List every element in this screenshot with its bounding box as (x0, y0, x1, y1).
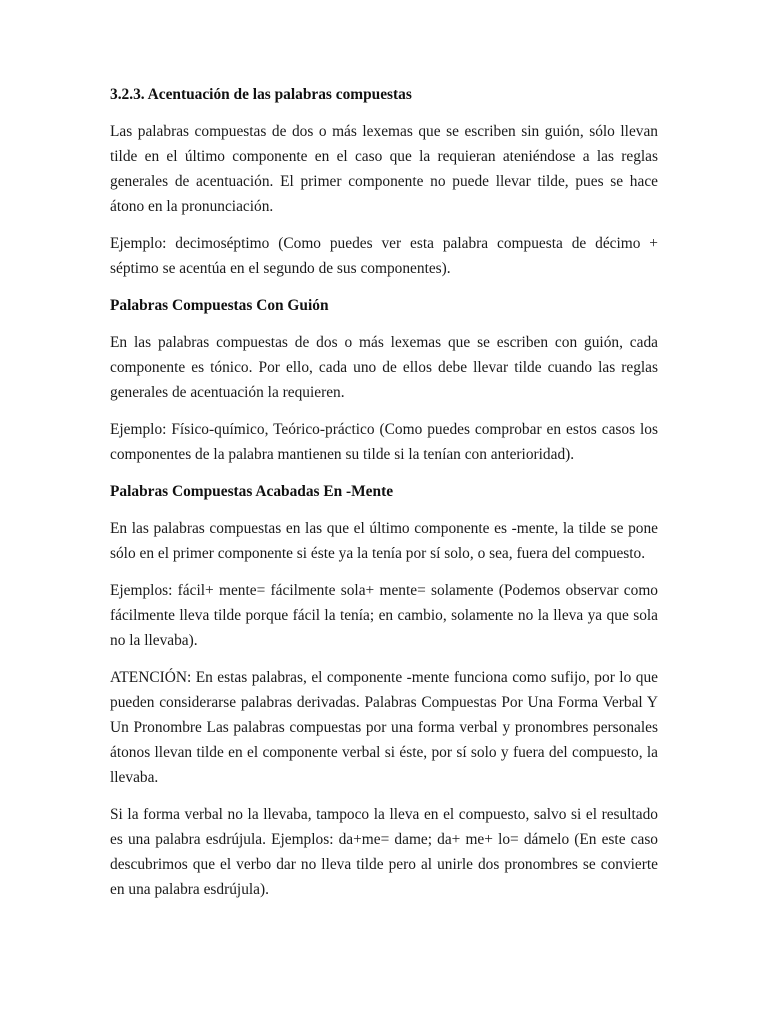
intro-example-paragraph: Ejemplo: decimoséptimo (Como puedes ver esta palabra compuesta de décimo + séptimo se acentúa en el segundo de sus componentes). (110, 235, 658, 277)
mente-heading: Palabras Compuestas Acabadas En -Mente (110, 483, 394, 500)
guion-example-paragraph: Ejemplo: Físico-químico, Teórico-práctico (Como puedes comprobar en estos casos los componentes de la palabra mantienen su tilde si la tenían con anterioridad). (110, 421, 658, 463)
document-page (110, 82, 658, 914)
intro-paragraph: Las palabras compuestas de dos o más lexemas que se escriben sin guión, sólo llevan tilde en el último componente en el caso que la requieran ateniéndose a las reglas generales de acentuación. El primer componente no puede llevar tilde, pues se hace átono en la pronunciación. (110, 123, 658, 215)
verbal-form-paragraph: Si la forma verbal no la llevaba, tampoco la lleva en el compuesto, salvo si el resultado es una palabra esdrújula. Ejemplos: da+me= dame; da+ me+ lo= dámelo (En este caso descubrimos que el verbo dar no lleva tilde pero al unirle dos pronombres se convierte en una palabra esdrújula). (110, 806, 658, 898)
mente-paragraph: En las palabras compuestas en las que el último componente es -mente, la tilde se pone sólo en el primer componente si éste ya la tenía por sí solo, o sea, fuera del compuesto. (110, 520, 658, 562)
section-title: 3.2.3. Acentuación de las palabras compuestas (110, 86, 412, 103)
guion-paragraph: En las palabras compuestas de dos o más lexemas que se escriben con guión, cada componente es tónico. Por ello, cada uno de ellos debe llevar tilde cuando las reglas generales de acentuación la requieren. (110, 334, 658, 401)
attention-paragraph: ATENCIÓN: En estas palabras, el componente -mente funciona como sufijo, por lo que pueden considerarse palabras derivadas. Palabras Compuestas Por Una Forma Verbal Y Un Pronombre Las palabras compuestas por una forma verbal y pronombres personales átonos llevan tilde en el componente verbal si éste, por sí solo y fuera del compuesto, la llevaba. (110, 669, 658, 786)
mente-example-paragraph: Ejemplos: fácil+ mente= fácilmente sola+ mente= solamente (Podemos observar como fácilmente lleva tilde porque fácil la tenía; en cambio, solamente no la lleva ya que sola no la llevaba). (110, 582, 658, 649)
guion-heading: Palabras Compuestas Con Guión (110, 297, 329, 314)
